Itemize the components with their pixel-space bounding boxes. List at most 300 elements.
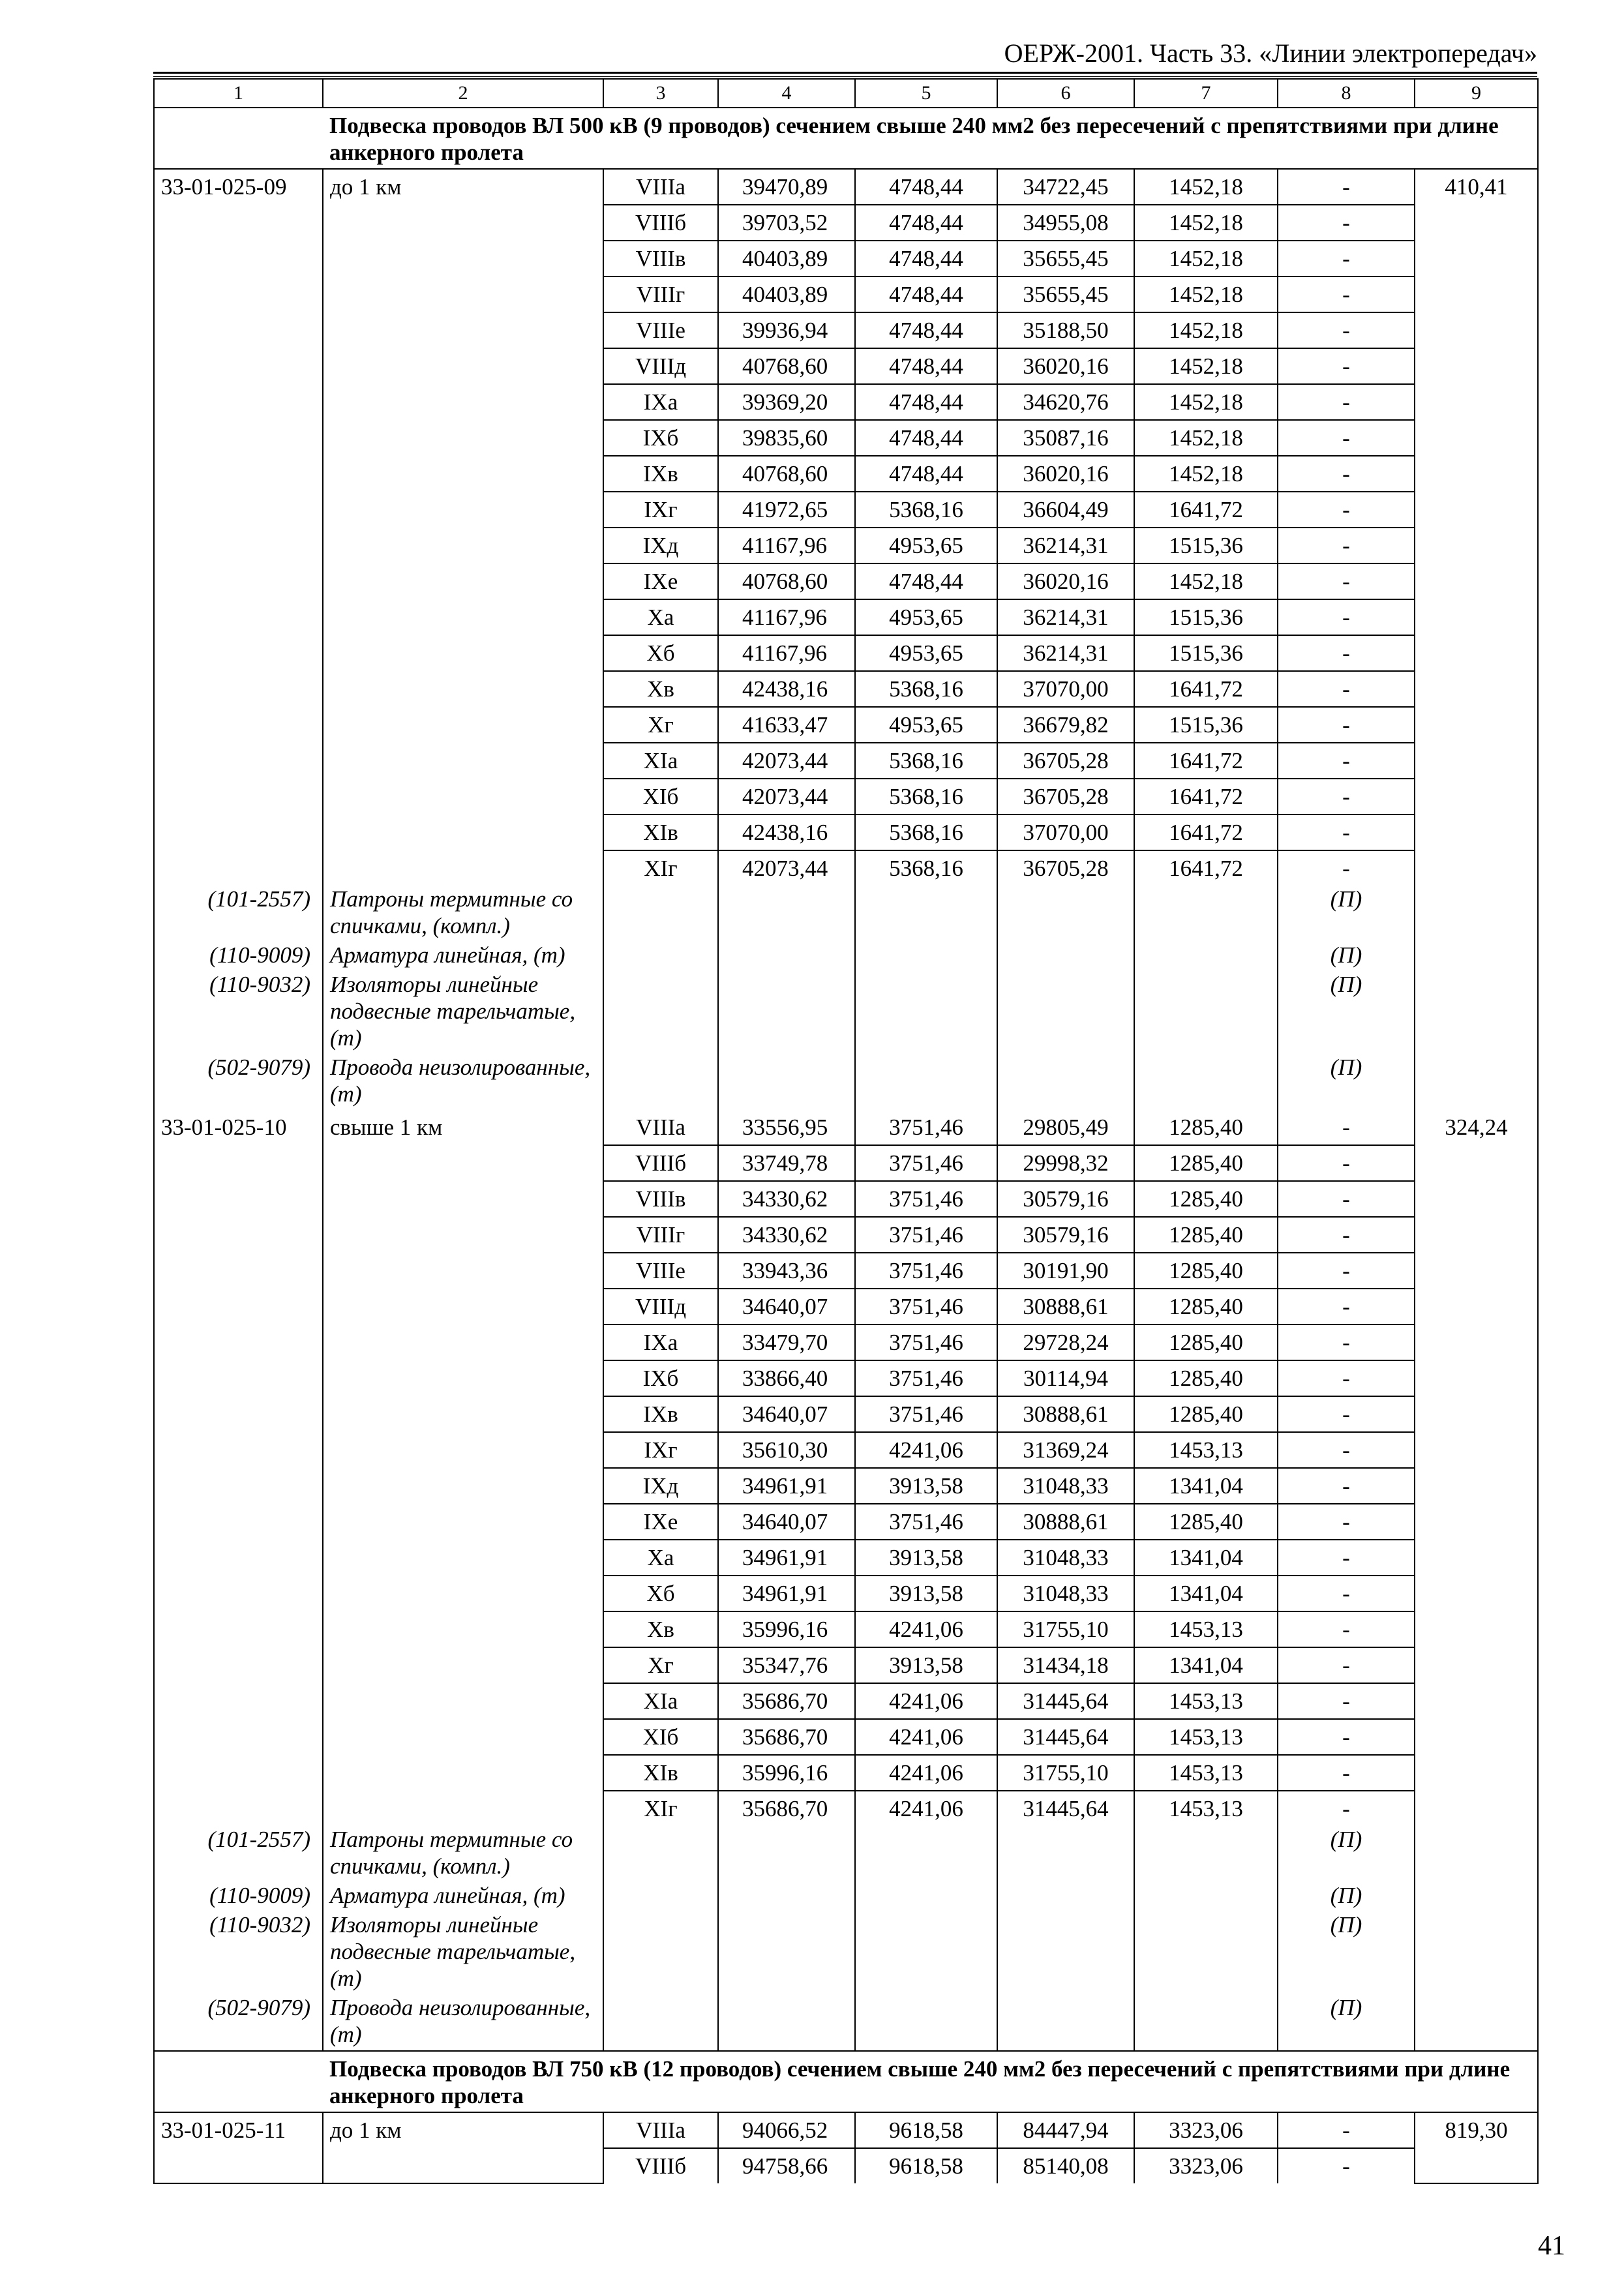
- labor-hours-empty: [1415, 1181, 1538, 1217]
- materials-cell: -: [1278, 205, 1415, 241]
- resource-row: [154, 971, 1538, 1054]
- zone-cell: Xб: [603, 1576, 718, 1611]
- labor-hours-empty: [1415, 1576, 1538, 1611]
- labor-hours-empty: [1415, 277, 1538, 312]
- labor-hours-empty: [1415, 563, 1538, 599]
- table-row: [154, 205, 1538, 241]
- empty-cell: [718, 1911, 855, 1994]
- column-number: 6: [997, 79, 1134, 108]
- rate-code-cell: [154, 492, 323, 528]
- resource-row: [154, 886, 1538, 942]
- total-cost-cell: 34961,91: [718, 1576, 855, 1611]
- labor-hours-empty: [1415, 599, 1538, 635]
- empty-cell: [997, 1054, 1134, 1110]
- labor-hours-empty: [1415, 1468, 1538, 1504]
- table-row: [154, 277, 1538, 312]
- machine-cost-cell: 31445,64: [997, 1683, 1134, 1719]
- operator-pay-cell: 1452,18: [1134, 384, 1278, 420]
- total-cost-cell: 34640,07: [718, 1289, 855, 1324]
- zone-cell: VIIIа: [603, 2112, 718, 2148]
- operator-pay-cell: 1515,36: [1134, 528, 1278, 563]
- zone-cell: VIIIг: [603, 1217, 718, 1253]
- rate-code-cell: [154, 1181, 323, 1217]
- total-cost-cell: 41167,96: [718, 635, 855, 671]
- labor-cost-cell: 3913,58: [855, 1540, 997, 1576]
- rate-name: до 1 км: [323, 2112, 603, 2148]
- zone-cell: IXб: [603, 1360, 718, 1396]
- total-cost-cell: 41972,65: [718, 492, 855, 528]
- zone-cell: XIв: [603, 815, 718, 850]
- rate-code-cell: [154, 1755, 323, 1791]
- resource-name: Провода неизолированные, (т): [323, 1054, 603, 1110]
- zone-cell: VIIIд: [603, 348, 718, 384]
- table-row: [154, 1683, 1538, 1719]
- page-header: ОЕРЖ-2001. Часть 33. «Линии электропередач»: [1004, 38, 1537, 68]
- machine-cost-cell: 31755,10: [997, 1611, 1134, 1647]
- rate-code-cell: [154, 599, 323, 635]
- zone-cell: VIIIе: [603, 1253, 718, 1289]
- materials-cell: -: [1278, 1755, 1415, 1791]
- machine-cost-cell: 35655,45: [997, 277, 1134, 312]
- labor-cost-cell: 4241,06: [855, 1719, 997, 1755]
- rate-name-cell: [323, 1647, 603, 1683]
- total-cost-cell: 41633,47: [718, 707, 855, 743]
- empty-cell: [1134, 1994, 1278, 2051]
- table-row: [154, 1468, 1538, 1504]
- machine-cost-cell: 30888,61: [997, 1396, 1134, 1432]
- operator-pay-cell: 1452,18: [1134, 348, 1278, 384]
- machine-cost-cell: 35655,45: [997, 241, 1134, 277]
- total-cost-cell: 33866,40: [718, 1360, 855, 1396]
- labor-cost-cell: 5368,16: [855, 492, 997, 528]
- machine-cost-cell: 31445,64: [997, 1791, 1134, 1826]
- labor-hours-empty: [1415, 420, 1538, 456]
- rate-name-cell: [323, 1324, 603, 1360]
- machine-cost-cell: 35188,50: [997, 312, 1134, 348]
- empty-cell: [603, 1911, 718, 1994]
- operator-pay-cell: 1285,40: [1134, 1110, 1278, 1145]
- rate-name-cell: [323, 1396, 603, 1432]
- operator-pay-cell: 1452,18: [1134, 312, 1278, 348]
- rate-name-cell: [323, 1755, 603, 1791]
- rate-name-cell: [323, 1791, 603, 1826]
- rate-code: 33-01-025-10: [154, 1110, 323, 1145]
- rate-code-cell: [154, 1611, 323, 1647]
- zone-cell: Xв: [603, 1611, 718, 1647]
- machine-cost-cell: 35087,16: [997, 420, 1134, 456]
- labor-hours-empty: [1415, 1396, 1538, 1432]
- empty-cell: [997, 1994, 1134, 2051]
- total-cost-cell: 94758,66: [718, 2148, 855, 2183]
- labor-cost-cell: 4748,44: [855, 563, 997, 599]
- operator-pay-cell: 1515,36: [1134, 635, 1278, 671]
- total-cost-cell: 41167,96: [718, 599, 855, 635]
- machine-cost-cell: 30888,61: [997, 1289, 1134, 1324]
- labor-hours-empty: [1415, 1324, 1538, 1360]
- labor-hours-empty: [1415, 528, 1538, 563]
- materials-cell: -: [1278, 1289, 1415, 1324]
- labor-cost-cell: 3751,46: [855, 1217, 997, 1253]
- operator-pay-cell: 1285,40: [1134, 1360, 1278, 1396]
- labor-hours-empty: [1415, 1719, 1538, 1755]
- operator-pay-cell: 1452,18: [1134, 456, 1278, 492]
- rate-code: 33-01-025-11: [154, 2112, 323, 2148]
- rate-name-cell: [323, 312, 603, 348]
- empty-cell: [718, 1054, 855, 1110]
- table-row: [154, 1396, 1538, 1432]
- total-cost-cell: 40403,89: [718, 241, 855, 277]
- table-row: [154, 1289, 1538, 1324]
- zone-cell: XIг: [603, 1791, 718, 1826]
- rate-name-cell: [323, 1576, 603, 1611]
- zone-cell: IXб: [603, 420, 718, 456]
- labor-cost-cell: 5368,16: [855, 815, 997, 850]
- rate-name-cell: [323, 850, 603, 886]
- rate-code-cell: [154, 1647, 323, 1683]
- materials-cell: -: [1278, 492, 1415, 528]
- operator-pay-cell: 1453,13: [1134, 1683, 1278, 1719]
- rate-code-cell: [154, 277, 323, 312]
- rate-name-cell: [323, 205, 603, 241]
- machine-cost-cell: 31434,18: [997, 1647, 1134, 1683]
- empty-cell: [997, 1911, 1134, 1994]
- operator-pay-cell: 1285,40: [1134, 1289, 1278, 1324]
- materials-cell: -: [1278, 1396, 1415, 1432]
- labor-hours-empty: [1415, 1253, 1538, 1289]
- labor-cost-cell: 4748,44: [855, 169, 997, 205]
- machine-cost-cell: 85140,08: [997, 2148, 1134, 2183]
- zone-cell: VIIIг: [603, 277, 718, 312]
- materials-cell: -: [1278, 2112, 1415, 2148]
- materials-cell: -: [1278, 1540, 1415, 1576]
- table-row: [154, 456, 1538, 492]
- resource-mark: (П): [1278, 1882, 1415, 1911]
- resource-name: Арматура линейная, (т): [323, 942, 603, 971]
- total-cost-cell: 39369,20: [718, 384, 855, 420]
- table-row: [154, 671, 1538, 707]
- materials-cell: -: [1278, 348, 1415, 384]
- machine-cost-cell: 30579,16: [997, 1181, 1134, 1217]
- empty-cell: [603, 886, 718, 942]
- rate-name-cell: [323, 1289, 603, 1324]
- operator-pay-cell: 1452,18: [1134, 563, 1278, 599]
- empty-cell: [855, 942, 997, 971]
- operator-pay-cell: 1285,40: [1134, 1145, 1278, 1181]
- column-number: 1: [154, 79, 323, 108]
- labor-hours-empty: [1415, 850, 1538, 886]
- total-cost-cell: 35996,16: [718, 1611, 855, 1647]
- column-number-row: [154, 79, 1538, 108]
- zone-cell: IXв: [603, 1396, 718, 1432]
- zone-cell: XIв: [603, 1755, 718, 1791]
- zone-cell: VIIIв: [603, 241, 718, 277]
- machine-cost-cell: 36705,28: [997, 743, 1134, 779]
- table-body: [154, 79, 1538, 2183]
- rate-name-cell: [323, 2148, 603, 2183]
- empty-cell: [718, 1882, 855, 1911]
- rate-name-cell: [323, 1611, 603, 1647]
- labor-hours-cell: 410,41: [1415, 169, 1538, 205]
- column-number: 8: [1278, 79, 1415, 108]
- table-row: [154, 2148, 1538, 2183]
- rate-code-cell: [154, 1324, 323, 1360]
- operator-pay-cell: 1285,40: [1134, 1504, 1278, 1540]
- machine-cost-cell: 29805,49: [997, 1110, 1134, 1145]
- zone-cell: VIIIб: [603, 1145, 718, 1181]
- labor-cost-cell: 4953,65: [855, 707, 997, 743]
- machine-cost-cell: 36020,16: [997, 456, 1134, 492]
- table-row: [154, 1540, 1538, 1576]
- labor-cost-cell: 5368,16: [855, 671, 997, 707]
- total-cost-cell: 42073,44: [718, 850, 855, 886]
- resource-mark: (П): [1278, 1826, 1415, 1882]
- rate-name-cell: [323, 1468, 603, 1504]
- materials-cell: -: [1278, 671, 1415, 707]
- zone-cell: IXе: [603, 1504, 718, 1540]
- rate-code-cell: [154, 456, 323, 492]
- resource-row: [154, 1826, 1538, 1882]
- operator-pay-cell: 1285,40: [1134, 1217, 1278, 1253]
- total-cost-cell: 40403,89: [718, 277, 855, 312]
- rate-name-cell: [323, 1217, 603, 1253]
- machine-cost-cell: 31755,10: [997, 1755, 1134, 1791]
- rate-code-cell: [154, 1540, 323, 1576]
- operator-pay-cell: 1452,18: [1134, 205, 1278, 241]
- labor-hours-empty: [1415, 1289, 1538, 1324]
- resource-code: (110-9009): [154, 942, 323, 971]
- zone-cell: VIIIе: [603, 312, 718, 348]
- labor-cost-cell: 3751,46: [855, 1396, 997, 1432]
- operator-pay-cell: 1452,18: [1134, 241, 1278, 277]
- machine-cost-cell: 30114,94: [997, 1360, 1134, 1396]
- table-row: [154, 1253, 1538, 1289]
- rate-code-cell: [154, 635, 323, 671]
- machine-cost-cell: 31445,64: [997, 1719, 1134, 1755]
- rates-table: [153, 78, 1539, 2184]
- zone-cell: Xа: [603, 1540, 718, 1576]
- table-row: [154, 528, 1538, 563]
- empty-cell: [1415, 1826, 1538, 1882]
- zone-cell: VIIIв: [603, 1181, 718, 1217]
- labor-cost-cell: 3751,46: [855, 1110, 997, 1145]
- table-row: [154, 1217, 1538, 1253]
- column-number: 5: [855, 79, 997, 108]
- operator-pay-cell: 1341,04: [1134, 1647, 1278, 1683]
- resource-code: (502-9079): [154, 1054, 323, 1110]
- table-row: [154, 1360, 1538, 1396]
- total-cost-cell: 35686,70: [718, 1791, 855, 1826]
- total-cost-cell: 35610,30: [718, 1432, 855, 1468]
- empty-cell: [718, 971, 855, 1054]
- labor-cost-cell: 4241,06: [855, 1791, 997, 1826]
- empty-cell: [1134, 942, 1278, 971]
- rate-code-cell: [154, 241, 323, 277]
- zone-cell: Xг: [603, 707, 718, 743]
- labor-cost-cell: 4241,06: [855, 1755, 997, 1791]
- machine-cost-cell: 36705,28: [997, 779, 1134, 815]
- zone-cell: IXг: [603, 1432, 718, 1468]
- column-number: 7: [1134, 79, 1278, 108]
- table-row: [154, 1432, 1538, 1468]
- labor-cost-cell: 3751,46: [855, 1181, 997, 1217]
- rate-name-cell: [323, 348, 603, 384]
- zone-cell: VIIIб: [603, 205, 718, 241]
- rate-name-cell: [323, 1145, 603, 1181]
- table-row: [154, 1181, 1538, 1217]
- table-row: [154, 1755, 1538, 1791]
- operator-pay-cell: 1453,13: [1134, 1791, 1278, 1826]
- total-cost-cell: 39835,60: [718, 420, 855, 456]
- zone-cell: XIг: [603, 850, 718, 886]
- operator-pay-cell: 1641,72: [1134, 492, 1278, 528]
- column-number: 9: [1415, 79, 1538, 108]
- total-cost-cell: 42438,16: [718, 815, 855, 850]
- operator-pay-cell: 1285,40: [1134, 1253, 1278, 1289]
- total-cost-cell: 40768,60: [718, 456, 855, 492]
- total-cost-cell: 41167,96: [718, 528, 855, 563]
- materials-cell: -: [1278, 1253, 1415, 1289]
- operator-pay-cell: 1641,72: [1134, 743, 1278, 779]
- total-cost-cell: 40768,60: [718, 563, 855, 599]
- materials-cell: -: [1278, 1432, 1415, 1468]
- machine-cost-cell: 36604,49: [997, 492, 1134, 528]
- empty-cell: [855, 1882, 997, 1911]
- zone-cell: XIа: [603, 1683, 718, 1719]
- machine-cost-cell: 37070,00: [997, 671, 1134, 707]
- materials-cell: -: [1278, 2148, 1415, 2183]
- total-cost-cell: 42438,16: [718, 671, 855, 707]
- materials-cell: -: [1278, 815, 1415, 850]
- zone-cell: VIIIб: [603, 2148, 718, 2183]
- rate-code-cell: [154, 563, 323, 599]
- empty-cell: [1134, 1826, 1278, 1882]
- machine-cost-cell: 36020,16: [997, 563, 1134, 599]
- total-cost-cell: 42073,44: [718, 779, 855, 815]
- materials-cell: -: [1278, 1683, 1415, 1719]
- materials-cell: -: [1278, 635, 1415, 671]
- operator-pay-cell: 1452,18: [1134, 277, 1278, 312]
- materials-cell: -: [1278, 1360, 1415, 1396]
- rate-code-cell: [154, 528, 323, 563]
- table-row: [154, 348, 1538, 384]
- materials-cell: -: [1278, 241, 1415, 277]
- resource-name: Арматура линейная, (т): [323, 1882, 603, 1911]
- rate-code-cell: [154, 312, 323, 348]
- rate-code-cell: [154, 348, 323, 384]
- rate-code-cell: [154, 384, 323, 420]
- labor-hours-empty: [1415, 492, 1538, 528]
- empty-cell: [603, 1994, 718, 2051]
- rate-name-cell: [323, 1432, 603, 1468]
- operator-pay-cell: 1285,40: [1134, 1181, 1278, 1217]
- materials-cell: -: [1278, 1611, 1415, 1647]
- zone-cell: IXг: [603, 492, 718, 528]
- rate-code-cell: [154, 1719, 323, 1755]
- empty-cell: [997, 1882, 1134, 1911]
- total-cost-cell: 39936,94: [718, 312, 855, 348]
- empty-cell: [1134, 1882, 1278, 1911]
- empty-cell: [997, 971, 1134, 1054]
- table-row: [154, 169, 1538, 205]
- zone-cell: IXе: [603, 563, 718, 599]
- rate-name-cell: [323, 277, 603, 312]
- labor-hours-empty: [1415, 384, 1538, 420]
- table-row: [154, 420, 1538, 456]
- resource-code: (502-9079): [154, 1994, 323, 2051]
- materials-cell: -: [1278, 1719, 1415, 1755]
- labor-hours-empty: [1415, 1217, 1538, 1253]
- resource-row: [154, 1911, 1538, 1994]
- table-row: [154, 2112, 1538, 2148]
- rate-name-cell: [323, 241, 603, 277]
- zone-cell: Xв: [603, 671, 718, 707]
- rate-name-cell: [323, 528, 603, 563]
- zone-cell: IXа: [603, 1324, 718, 1360]
- page-number: 41: [1538, 2231, 1565, 2261]
- labor-hours-empty: [1415, 743, 1538, 779]
- labor-cost-cell: 9618,58: [855, 2148, 997, 2183]
- table-row: [154, 635, 1538, 671]
- resource-name: Изоляторы линейные подвесные тарельчатые, (т): [323, 971, 603, 1054]
- labor-cost-cell: 3751,46: [855, 1145, 997, 1181]
- materials-cell: -: [1278, 169, 1415, 205]
- operator-pay-cell: 1452,18: [1134, 420, 1278, 456]
- labor-cost-cell: 4748,44: [855, 241, 997, 277]
- machine-cost-cell: 30888,61: [997, 1504, 1134, 1540]
- rate-name-cell: [323, 420, 603, 456]
- total-cost-cell: 39470,89: [718, 169, 855, 205]
- materials-cell: -: [1278, 312, 1415, 348]
- labor-cost-cell: 3751,46: [855, 1324, 997, 1360]
- machine-cost-cell: 36020,16: [997, 348, 1134, 384]
- table-row: [154, 707, 1538, 743]
- rate-name-cell: [323, 563, 603, 599]
- rate-name-cell: [323, 1181, 603, 1217]
- section-title: Подвеска проводов ВЛ 500 кВ (9 проводов) сечением свыше 240 мм2 без пересечений с препятствиями при длине анкерного пролета: [323, 108, 1538, 169]
- operator-pay-cell: 1341,04: [1134, 1540, 1278, 1576]
- total-cost-cell: 35686,70: [718, 1683, 855, 1719]
- total-cost-cell: 35996,16: [718, 1755, 855, 1791]
- labor-hours-empty: [1415, 1647, 1538, 1683]
- labor-hours-empty: [1415, 2148, 1538, 2183]
- total-cost-cell: 35347,76: [718, 1647, 855, 1683]
- materials-cell: -: [1278, 1468, 1415, 1504]
- rate-name: до 1 км: [323, 169, 603, 205]
- rate-name: свыше 1 км: [323, 1110, 603, 1145]
- table-row: [154, 492, 1538, 528]
- machine-cost-cell: 30579,16: [997, 1217, 1134, 1253]
- rate-name-cell: [323, 635, 603, 671]
- rate-code-cell: [154, 1217, 323, 1253]
- labor-cost-cell: 4748,44: [855, 456, 997, 492]
- total-cost-cell: 35686,70: [718, 1719, 855, 1755]
- zone-cell: XIа: [603, 743, 718, 779]
- labor-cost-cell: 3751,46: [855, 1504, 997, 1540]
- labor-hours-empty: [1415, 241, 1538, 277]
- rate-code-cell: [154, 1360, 323, 1396]
- labor-hours-empty: [1415, 456, 1538, 492]
- total-cost-cell: 40768,60: [718, 348, 855, 384]
- machine-cost-cell: 84447,94: [997, 2112, 1134, 2148]
- empty-cell: [1134, 1911, 1278, 1994]
- zone-cell: Xб: [603, 635, 718, 671]
- machine-cost-cell: 31048,33: [997, 1540, 1134, 1576]
- table-row: [154, 312, 1538, 348]
- rate-code-cell: [154, 743, 323, 779]
- empty-cell: [603, 1054, 718, 1110]
- labor-hours-empty: [1415, 1791, 1538, 1826]
- table-row: [154, 1110, 1538, 1145]
